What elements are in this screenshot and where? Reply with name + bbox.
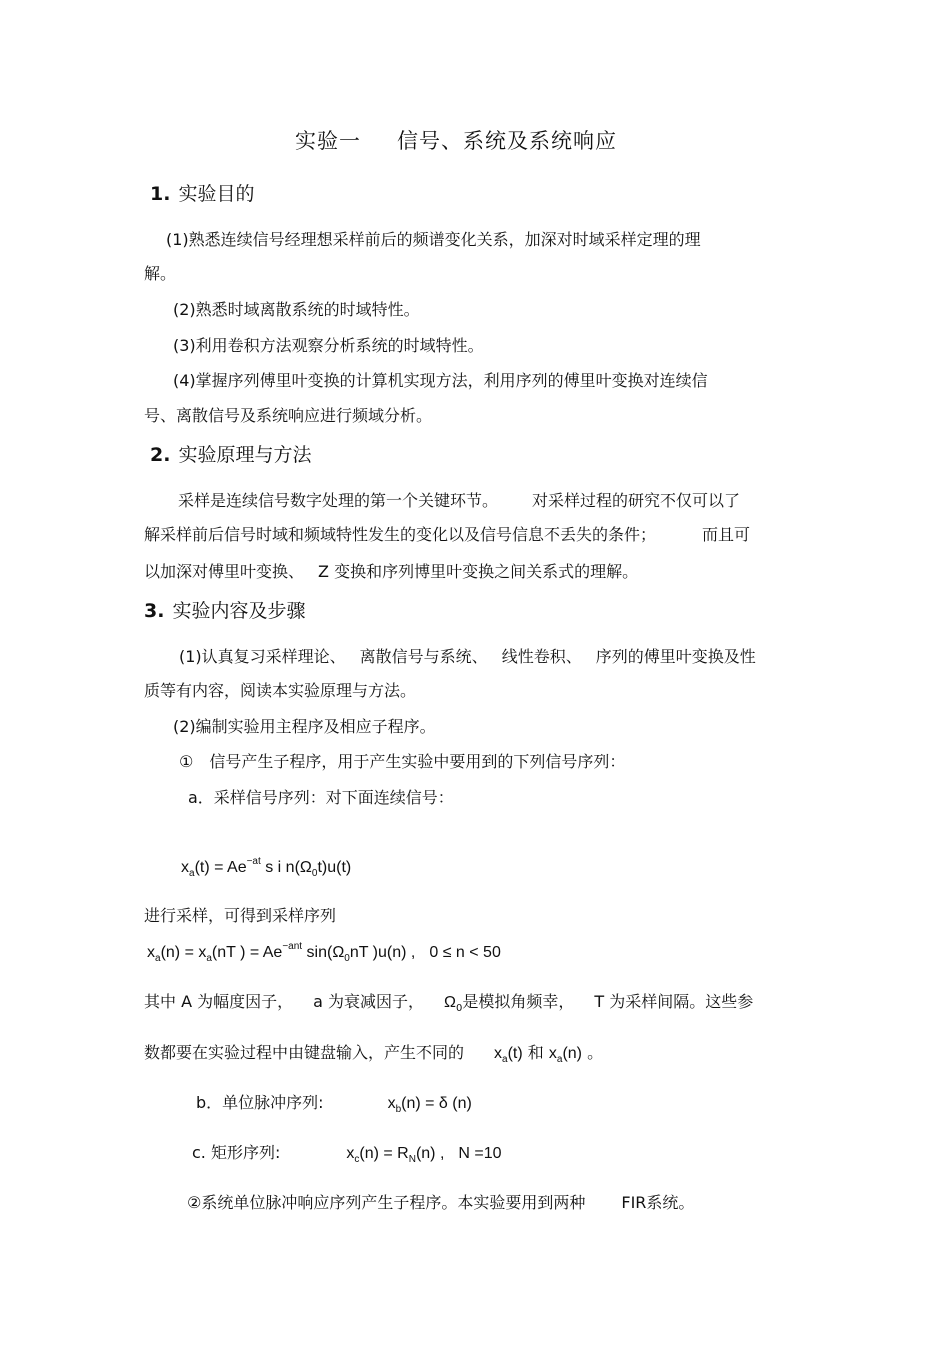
paragraph-line: 进行采样，可得到采样序列 [144, 906, 337, 925]
text-run: 数都要在实验过程中由键盘输入，产生不同的 [144, 1043, 465, 1062]
text-run: b．单位脉冲序列: [196, 1093, 324, 1112]
paragraph-line [144, 991, 753, 1014]
math-text: s i n( [260, 859, 300, 876]
paragraph-line [144, 561, 638, 583]
section-title: 实验目的 [178, 183, 255, 205]
paragraph-line: (2)编制实验用主程序及相应子程序。 [173, 717, 436, 736]
paragraph-line [196, 1092, 472, 1115]
text-run: 而且可 [702, 525, 751, 544]
paragraph-line [192, 1142, 502, 1165]
text-run: 线性卷积、 [501, 647, 582, 666]
math-symbol: Ω [332, 944, 345, 961]
page-title [295, 127, 617, 155]
text-run: 以加深对傅里叶变换、 [144, 562, 305, 581]
paragraph-line: 号、离散信号及系统响应进行频域分析。 [144, 406, 433, 425]
math-text: 0 ≤ n < 50 [429, 944, 501, 961]
paragraph-line [179, 751, 625, 773]
math-text: (n) [562, 1045, 583, 1062]
math-symbol: x [346, 1145, 355, 1162]
math-subscript: c [354, 1154, 360, 1166]
section-number: 1. [150, 183, 171, 205]
section-3-heading [144, 598, 305, 624]
math-text: (t) [507, 1045, 523, 1062]
math-superscript: −at [246, 855, 261, 867]
paragraph-line: (2)熟悉时域离散系统的时域特性。 [173, 300, 420, 319]
formula-xa-n [147, 942, 501, 964]
text-run: 解采样前后信号时域和频域特性发生的变化以及信号信息不丢失的条件； [144, 525, 657, 544]
math-inline [494, 1045, 523, 1066]
math-subscript: 0 [344, 953, 350, 965]
math-subscript: 0 [311, 868, 318, 880]
math-text: N =10 [458, 1145, 502, 1162]
math-subscript: a [556, 1054, 563, 1066]
math-text: sin( [302, 944, 333, 961]
circled-number: ① [179, 752, 194, 771]
math-symbol: x [494, 1045, 503, 1062]
text-run: 其中 A 为幅度因子， [144, 992, 294, 1011]
paragraph-line [144, 1042, 603, 1065]
math-inline [548, 1045, 583, 1066]
text-run: 采样是连续信号数字处理的第一个关键环节。 [178, 491, 499, 510]
text-run: Z 变换和序列博里叶变换之间关系式的理解。 [318, 562, 639, 581]
math-symbol: x [147, 944, 155, 961]
text-run: 对采样过程的研究不仅可以了 [532, 491, 741, 510]
section-2-heading [150, 442, 311, 468]
formula-xc [346, 1145, 502, 1166]
text-run: 序列的傅里叶变换及性 [595, 647, 756, 666]
text-run: T 为采样间隔。这些参 [594, 992, 754, 1011]
text-run: (1)认真复习采样理论、 [179, 647, 346, 666]
math-text: t)u(t) [317, 859, 352, 876]
math-symbol: x [181, 859, 189, 876]
text-run: 和 [527, 1043, 544, 1062]
paragraph-line: a．采样信号序列：对下面连续信号： [188, 788, 454, 807]
math-subscript: a [189, 868, 195, 880]
section-number: 3. [144, 600, 165, 622]
math-subscript: a [206, 953, 212, 965]
paragraph-line: (3)利用卷积方法观察分析系统的时域特性。 [173, 336, 484, 355]
math-text: (n) = δ (n) [401, 1095, 472, 1112]
title-part2: 信号、系统及系统响应 [397, 129, 617, 153]
section-title: 实验内容及步骤 [172, 600, 306, 622]
text-run: ②系统单位脉冲响应序列产生子程序。本实验要用到两种 [187, 1193, 586, 1212]
text-run: 是模拟角频幸， [462, 992, 575, 1011]
paragraph-line [179, 646, 756, 668]
math-subscript: N [408, 1154, 416, 1166]
math-text: (n) = x [160, 944, 207, 961]
paragraph-line: (1)熟悉连续信号经理想采样前后的频谱变化关系，加深对时域采样定理的理 [166, 230, 701, 249]
math-symbol: x [548, 1045, 557, 1062]
math-symbol: x [387, 1095, 396, 1112]
paragraph-line [187, 1192, 694, 1214]
math-text: nT )u(n) , [349, 944, 416, 961]
math-symbol: Ω [444, 994, 456, 1011]
math-subscript: 0 [456, 1003, 463, 1015]
formula-xb [387, 1095, 472, 1116]
text-run: a 为衰减因子， [313, 992, 425, 1011]
text-run: 。 [587, 1043, 604, 1062]
math-superscript: −ant [282, 940, 303, 952]
paragraph-line: (4)掌握序列傅里叶变换的计算机实现方法，利用序列的傅里叶变换对连续信 [173, 371, 708, 390]
text-run: FIR系统。 [621, 1193, 695, 1212]
paragraph-line [178, 490, 740, 512]
text-run: c. 矩形序列: [192, 1143, 281, 1162]
paragraph-line: 解。 [144, 264, 177, 283]
math-subscript: a [502, 1054, 508, 1066]
section-title: 实验原理与方法 [178, 444, 312, 466]
math-subscript: b [395, 1104, 402, 1116]
title-part1: 实验一 [295, 129, 361, 153]
text-run: 离散信号与系统、 [359, 647, 488, 666]
math-text: (nT ) = Ae [211, 944, 283, 961]
math-text: (n) = R [359, 1145, 409, 1162]
math-text: (t) = Ae [194, 859, 247, 876]
section-number: 2. [150, 444, 171, 466]
math-symbol: Ω [299, 859, 312, 876]
section-1-heading [150, 181, 254, 207]
math-subscript: a [155, 953, 161, 965]
formula-xa-t [181, 857, 351, 879]
math-text: (n) , [415, 1145, 445, 1162]
paragraph-line [144, 524, 750, 546]
paragraph-line: 质等有内容，阅读本实验原理与方法。 [144, 681, 417, 700]
text-run: 信号产生子程序，用于产生实验中要用到的下列信号序列： [209, 752, 626, 771]
